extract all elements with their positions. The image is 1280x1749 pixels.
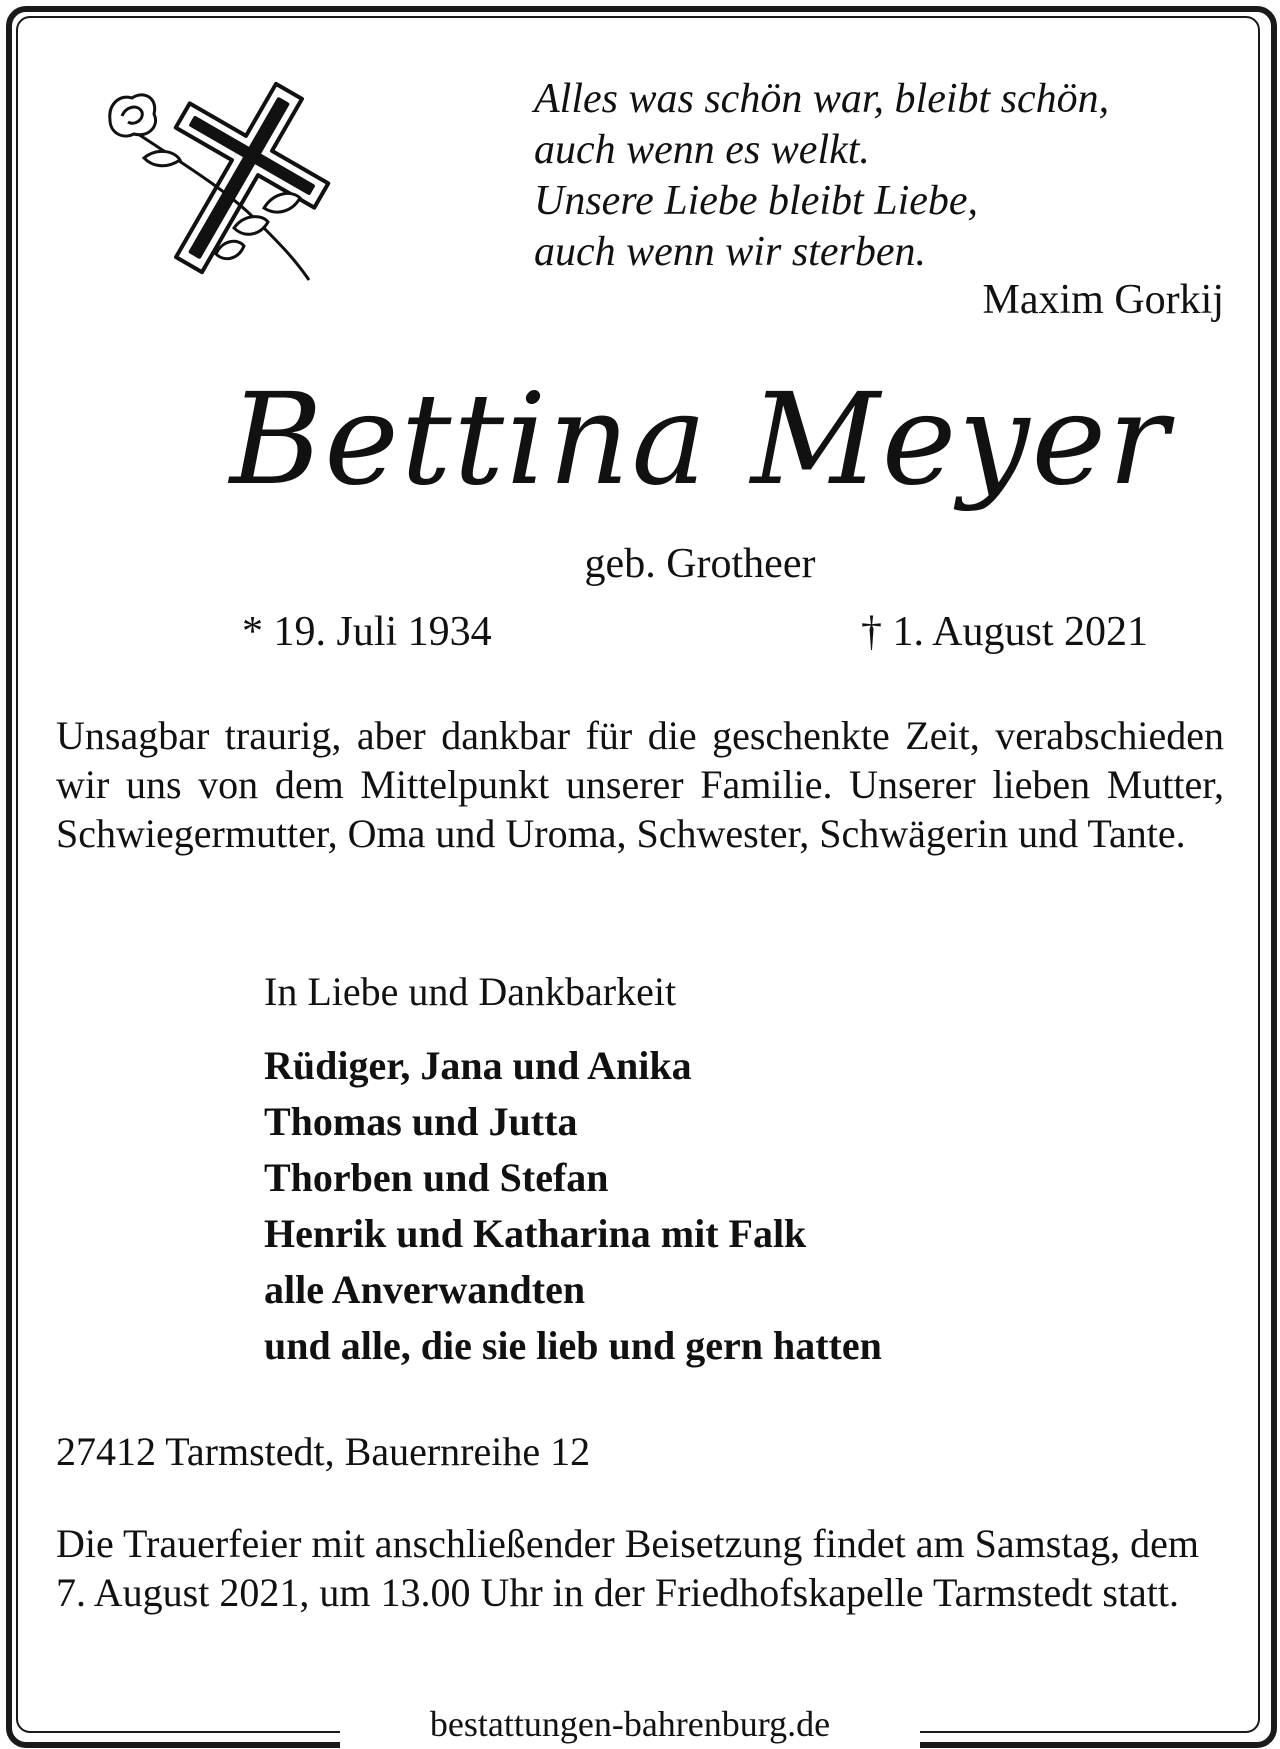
mourner-line: Rüdiger, Jana und Anika [264, 1043, 692, 1088]
maiden-name: geb. Grotheer [584, 541, 816, 587]
footer-website: bestattungen-bahrenburg.de [340, 1702, 920, 1748]
closing-phrase: In Liebe und Dankbarkeit [264, 969, 677, 1014]
address: 27412 Tarmstedt, Bauernreihe 12 [56, 1429, 591, 1474]
deceased-name: Bettina Meyer [229, 366, 1171, 513]
funeral-notice: Die Trauerfeier mit anschließender Beisetzung findet am Samstag, dem 7. August 2021, um 13.00 Uhr in der Friedhofskapelle Tarmstedt statt. [56, 1521, 1200, 1615]
poem-quote: Alles was schön war, bleibt schön, auch wenn es welkt. Unsere Liebe bleibt Liebe, auch wenn wir sterben. [534, 76, 1110, 275]
poem-author: Maxim Gorkij [982, 277, 1224, 323]
mourner-line: und alle, die sie lieb und gern hatten [264, 1323, 882, 1368]
mourning-message: Unsagbar traurig, aber dankbar für die geschenkte Zeit, verabschieden wir uns von dem Mittelpunkt unserer Familie. Unserer lieben Mutter, Schwiegermutter, Oma und Uroma, Schwester, Schwägerin und Tante. [56, 713, 1224, 856]
cross-with-rose-icon [104, 68, 360, 288]
death-date: † 1. August 2021 [860, 609, 1148, 655]
mourner-line: alle Anverwandten [264, 1267, 586, 1312]
mourners-list [264, 1038, 882, 1374]
mourner-line: Thomas und Jutta [264, 1099, 578, 1144]
birth-date: * 19. Juli 1934 [242, 609, 492, 655]
mourner-line: Thorben und Stefan [264, 1155, 609, 1200]
mourner-line: Henrik und Katharina mit Falk [264, 1211, 807, 1256]
